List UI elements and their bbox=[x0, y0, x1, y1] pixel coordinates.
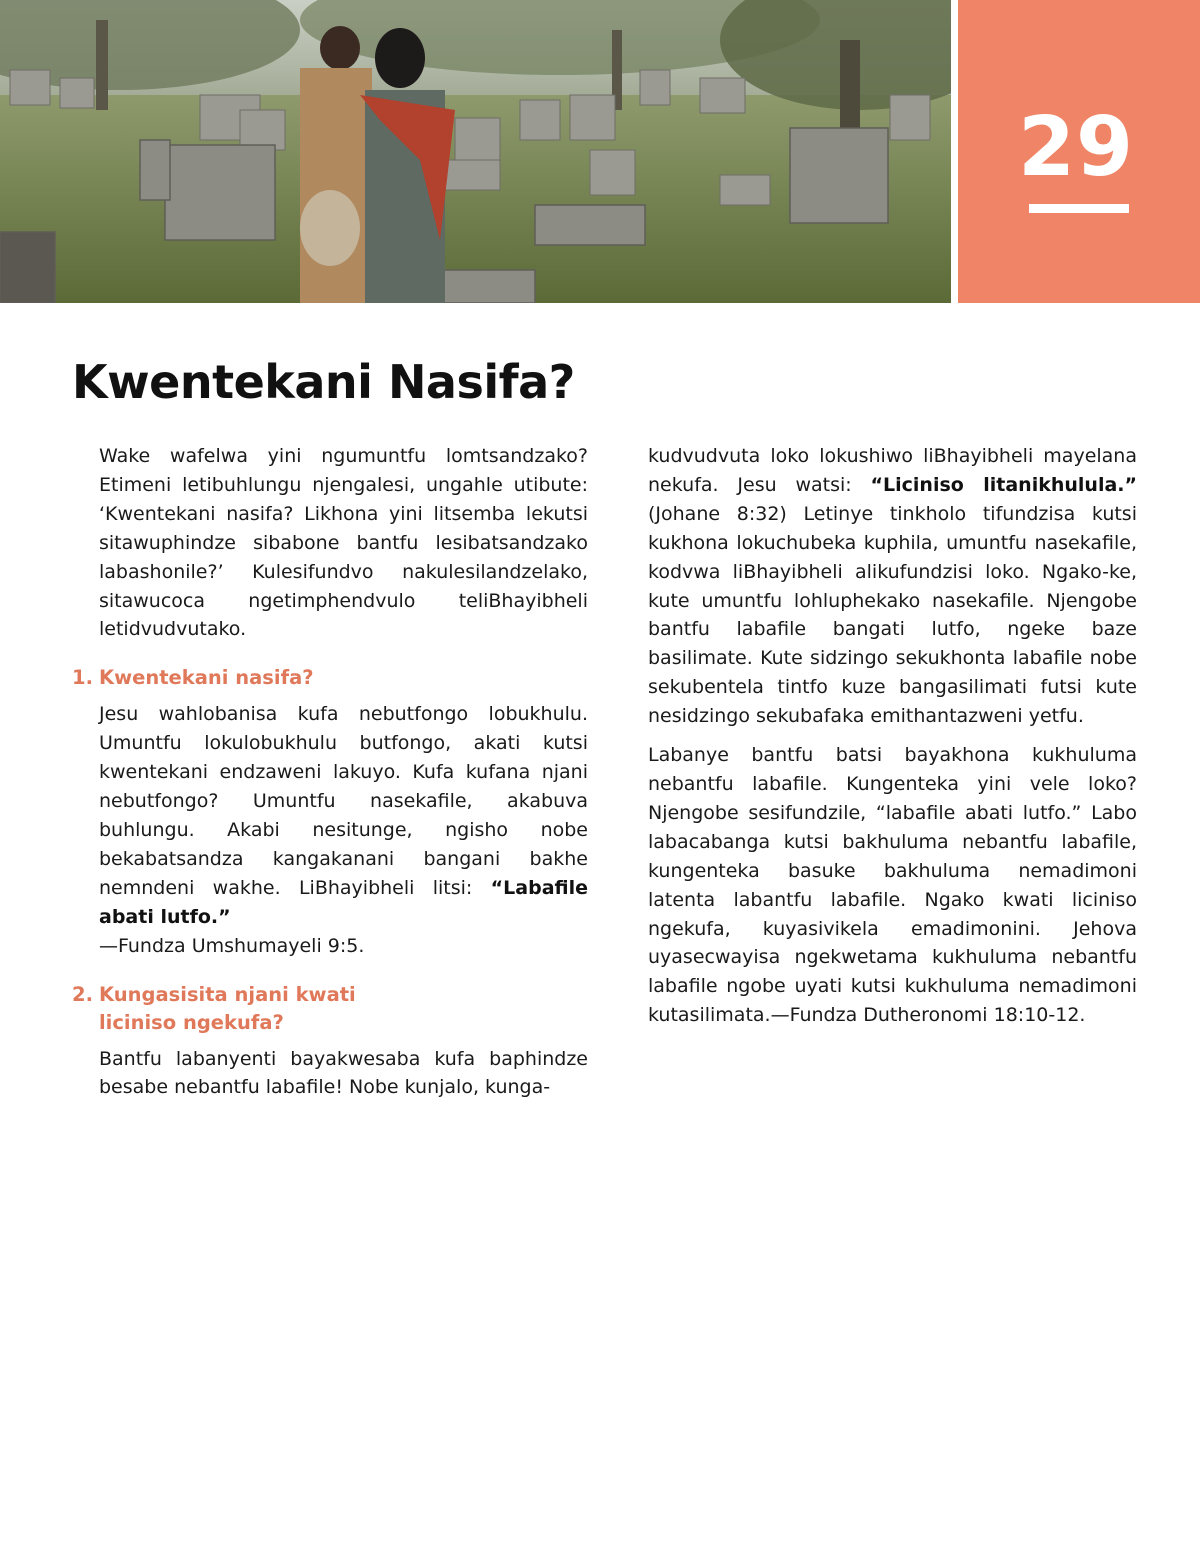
question-2-answer-continued bbox=[648, 442, 1137, 731]
lesson-number-underline bbox=[1029, 204, 1129, 213]
question-2-heading bbox=[72, 981, 588, 1037]
question-1-number: 1. bbox=[72, 666, 93, 690]
question-1-text: Kwentekani nasifa? bbox=[99, 666, 314, 690]
question-2-text bbox=[99, 981, 356, 1037]
right-column bbox=[648, 442, 1137, 1040]
intro-paragraph: Wake wafelwa yini ngumuntfu lomtsandzako? Etimeni letibuhlungu njengalesi, ungahle utibute: ‘Kwentekani nasifa? Likhona yini litsemba lekutsi sitawuphindze sibabone bantfu lesibatsandzako labashonile?’ Kulesifundvo nakulesilandzelako, sitawucoca ngetimphendvulo teliBhayibheli letidvudvutako. bbox=[99, 445, 588, 641]
question-1-answer bbox=[99, 700, 588, 960]
question-2-number: 2. bbox=[72, 982, 93, 1006]
lesson-number: 29 bbox=[1018, 100, 1135, 195]
q1-scripture-reference: —Fundza Umshumayeli 9:5. bbox=[99, 934, 365, 957]
cemetery-photo bbox=[0, 0, 951, 303]
question-2-line2: liciniso ngekufa? bbox=[99, 1010, 284, 1034]
q1-bible-quote: “Labafile abati lutfo.” bbox=[99, 876, 588, 928]
q2-text-part2: (Johane 8:32) Letinye tinkholo tifundzisa kutsi kukhona lokuchubeka kuphila, umuntfu nasekafile, kodvwa liBhayibheli alikufundzisi loko. Ngako-ke, kute umuntfu lohluphekako nasekafile. Njengobe bantfu labafile bangati lutfo, ngeke baze basilimate. Kute sidzingo sekukhonta labafile nobe sekubentela tintfo kuze bangasilimati futsi kute nesidzingo sekubafaka emithantazweni yetfu. bbox=[648, 502, 1137, 728]
question-1-heading bbox=[72, 664, 588, 692]
q2-text-part1: Bantfu labanyenti bayakwesaba kufa baphindze besabe nebantfu labafile! Nobe kunjalo, kunga- bbox=[99, 1047, 588, 1099]
q1-text-before: Jesu wahlobanisa kufa nebutfongo lobukhulu. Umuntfu lokulobukhulu butfongo, akati kutsi kwentekani endzaweni lakuyo. Kufa kufana njani nebutfongo? Umuntfu nasekafile, akabuva buhlungu. Akabi nesitunge, ngisho nobe bekabatsandza kangakanani bangani bakhe nemndeni wakhe. LiBhayibheli litsi: bbox=[99, 703, 588, 899]
cemetery-illustration bbox=[0, 0, 951, 303]
lesson-number-tab bbox=[958, 0, 1200, 303]
question-2-answer-part1 bbox=[99, 1045, 588, 1103]
left-column bbox=[72, 442, 588, 1112]
question-2-paragraph-2: Labanye bantfu batsi bayakhona kukhuluma nebantfu labafile. Kungenteka yini vele loko? Njengobe sesifundzile, “labafile abati lutfo.” Labo labacabanga kutsi bakhuluma nebantfu labafile, kungenteka basuke bakhuluma nemadimoni latenta labantfu labafile. Ngako kwati liciniso ngekufa, kuyasivikela emadimonini. Jehova uyasecwayisa ngekwetama kukhuluma nebantfu labafile ngobe uyati kutsi kukhuluma nemadimoni kutasilimata.—Fundza Dutheronomi 18:10-12. bbox=[648, 744, 1137, 1027]
page-title: Kwentekani Nasifa? bbox=[72, 355, 575, 409]
q2-bible-quote-lead: kudvudvuta loko lokushiwo liBhayibheli mayelana nekufa. Jesu watsi: bbox=[648, 445, 1137, 496]
q2-bible-quote: “Liciniso litanikhulula.” bbox=[870, 473, 1137, 496]
question-2-line1: Kungasisita njani kwati bbox=[99, 982, 356, 1006]
